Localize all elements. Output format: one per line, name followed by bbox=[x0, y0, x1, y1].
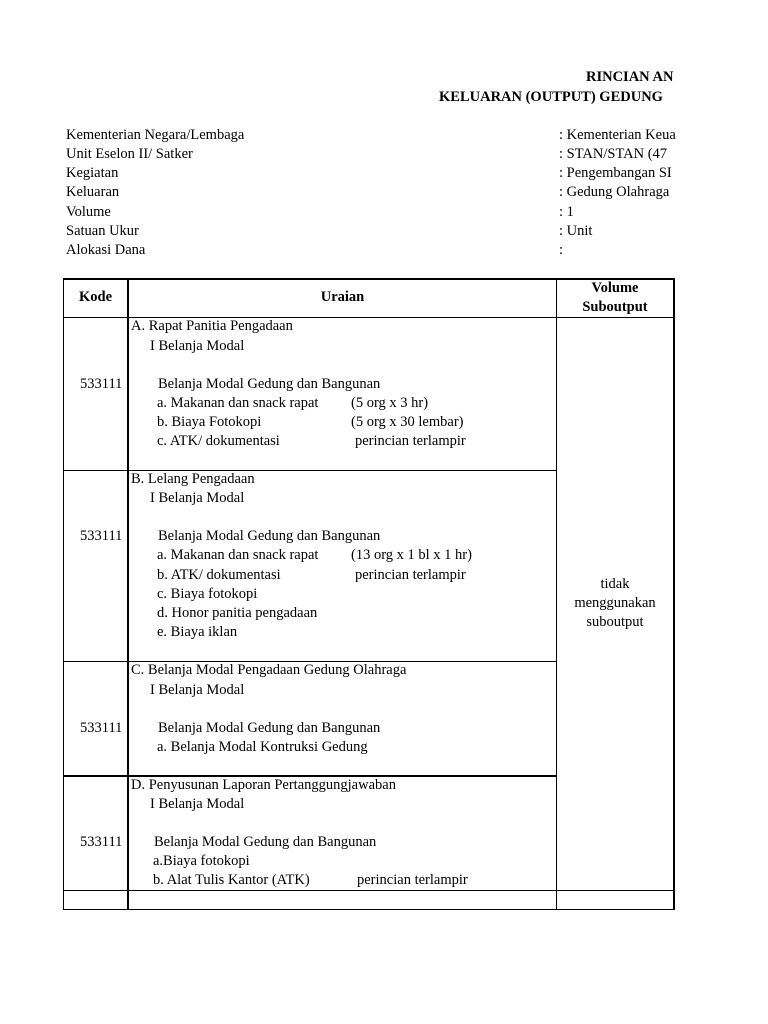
section-c-sub: I Belanja Modal bbox=[150, 682, 245, 698]
info-label-alokasi: Alokasi Dana bbox=[66, 242, 146, 258]
table-border-left bbox=[63, 278, 64, 910]
info-label-kegiatan: Kegiatan bbox=[66, 165, 119, 181]
section-d-group: Belanja Modal Gedung dan Bangunan bbox=[154, 834, 377, 850]
info-label-unit: Unit Eselon II/ Satker bbox=[66, 146, 193, 162]
header-uraian: Uraian bbox=[320, 289, 365, 305]
section-b-kode: 533111 bbox=[80, 528, 123, 544]
info-value-kegiatan: : Pengembangan SI bbox=[559, 165, 672, 181]
info-label-volume: Volume bbox=[66, 204, 111, 220]
document-title-line1: RINCIAN AN bbox=[586, 69, 674, 85]
section-b-group: Belanja Modal Gedung dan Bangunan bbox=[158, 528, 381, 544]
section-b-item-b-detail: perincian terlampir bbox=[355, 567, 466, 583]
section-d-sub: I Belanja Modal bbox=[150, 796, 245, 812]
section-c-item-a: a. Belanja Modal Kontruksi Gedung bbox=[157, 739, 368, 755]
section-a-item-b-detail: (5 org x 30 lembar) bbox=[351, 414, 464, 430]
section-d-item-b-detail: perincian terlampir bbox=[357, 872, 468, 888]
section-b-item-c: c. Biaya fotokopi bbox=[157, 586, 258, 602]
section-b-item-a: a. Makanan dan snack rapat bbox=[157, 547, 319, 563]
info-label-satuan: Satuan Ukur bbox=[66, 223, 139, 239]
section-a-kode: 533111 bbox=[80, 376, 123, 392]
document-title-line2: KELUARAN (OUTPUT) GEDUNG bbox=[439, 89, 663, 105]
section-a-title: A. Rapat Panitia Pengadaan bbox=[131, 318, 293, 334]
section-c-title: C. Belanja Modal Pengadaan Gedung Olahraga bbox=[131, 662, 407, 678]
section-d-item-a: a.Biaya fotokopi bbox=[153, 853, 250, 869]
section-b-sub: I Belanja Modal bbox=[150, 490, 245, 506]
info-value-unit: : STAN/STAN (47 bbox=[559, 146, 668, 162]
section-a-item-a: a. Makanan dan snack rapat bbox=[157, 395, 319, 411]
section-a-item-c-detail: perincian terlampir bbox=[355, 433, 466, 449]
table-border-bottom bbox=[63, 909, 675, 910]
info-label-kementerian: Kementerian Negara/Lembaga bbox=[66, 127, 245, 143]
section-a-item-a-detail: (5 org x 3 hr) bbox=[351, 395, 429, 411]
header-volume-line2: Suboutput bbox=[582, 299, 648, 315]
section-b-item-e: e. Biaya iklan bbox=[157, 624, 238, 640]
info-value-alokasi: : bbox=[559, 242, 564, 258]
section-d-title: D. Penyusunan Laporan Pertanggungjawaban bbox=[131, 777, 396, 793]
section-b-item-b: b. ATK/ dokumentasi bbox=[157, 567, 281, 583]
section-a-sub: I Belanja Modal bbox=[150, 338, 245, 354]
section-a-item-c: c. ATK/ dokumentasi bbox=[157, 433, 280, 449]
section-d-kode: 533111 bbox=[80, 834, 123, 850]
section-a-item-b: b. Biaya Fotokopi bbox=[157, 414, 262, 430]
header-kode: Kode bbox=[78, 289, 113, 305]
table-border-right bbox=[673, 278, 675, 910]
section-a-group: Belanja Modal Gedung dan Bangunan bbox=[158, 376, 381, 392]
info-value-volume: : 1 bbox=[559, 204, 574, 220]
volume-note-line1: tidak bbox=[600, 576, 630, 592]
section-d-item-b: b. Alat Tulis Kantor (ATK) bbox=[153, 872, 310, 888]
section-b-item-d: d. Honor panitia pengadaan bbox=[157, 605, 318, 621]
column-divider-kode bbox=[127, 278, 129, 910]
section-b-title: B. Lelang Pengadaan bbox=[131, 471, 255, 487]
volume-note-line2: menggunakan bbox=[574, 595, 656, 611]
info-value-kementerian: : Kementerian Keua bbox=[559, 127, 676, 143]
volume-note-line3: suboutput bbox=[586, 614, 644, 630]
header-volume-line1: Volume bbox=[591, 280, 639, 296]
row-divider-d-empty bbox=[63, 890, 675, 891]
section-c-group: Belanja Modal Gedung dan Bangunan bbox=[158, 720, 381, 736]
section-c-kode: 533111 bbox=[80, 720, 123, 736]
info-value-satuan: : Unit bbox=[559, 223, 593, 239]
info-label-keluaran: Keluaran bbox=[66, 184, 120, 200]
section-b-item-a-detail: (13 org x 1 bl x 1 hr) bbox=[351, 547, 472, 563]
info-value-keluaran: : Gedung Olahraga bbox=[559, 184, 670, 200]
